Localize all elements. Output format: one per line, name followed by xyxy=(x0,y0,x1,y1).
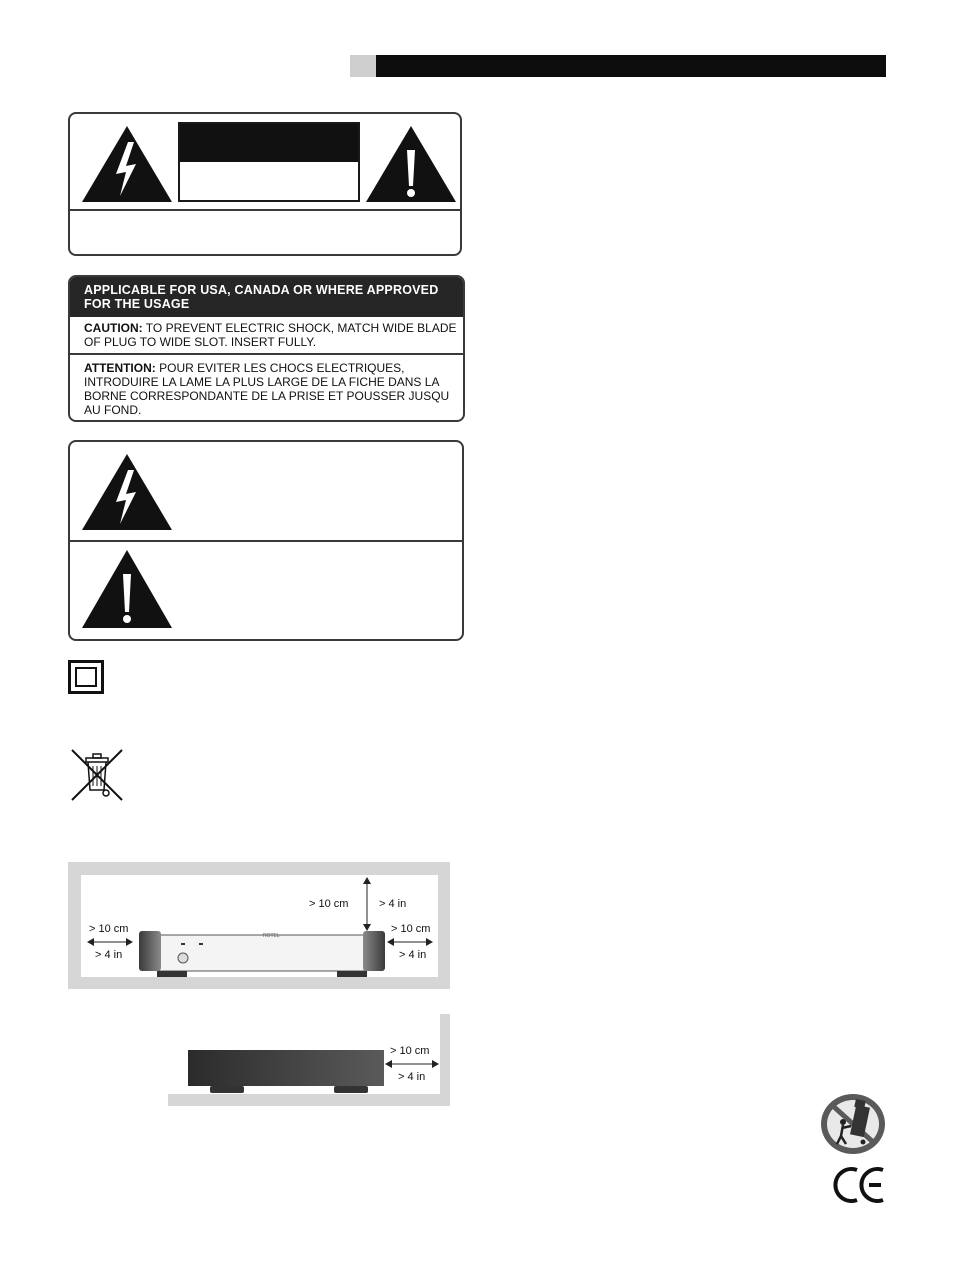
warning-symbols-panel xyxy=(68,440,464,641)
amplifier-front-illustration xyxy=(139,931,385,977)
caution-label-panel xyxy=(68,112,462,256)
warning-divider xyxy=(70,540,462,542)
top-clearance-in: > 4 in xyxy=(379,898,407,910)
caution-divider xyxy=(70,209,460,211)
right-clearance-arrow xyxy=(387,937,433,947)
shelf-floor xyxy=(168,1094,450,1106)
crossed-bin-icon xyxy=(68,746,126,804)
attention-text: POUR EVITER LES CHOCS ELECTRIQUES, INTRODUIRE LA LAME LA PLUS LARGE DE LA FICHE DANS LA BORNE CORRESPONDANTE DE LA PRISE ET POUSSER JUSQU AU FOND. xyxy=(84,361,450,417)
rear-clearance-cm: > 10 cm xyxy=(390,1045,430,1057)
double-square-icon xyxy=(68,660,104,694)
caution-text: TO PREVENT ELECTRIC SHOCK, MATCH WIDE BLADE OF PLUG TO WIDE SLOT. INSERT FULLY. xyxy=(84,321,457,349)
ce-mark-icon xyxy=(833,1166,887,1204)
brand-mark: ROTEL xyxy=(263,933,280,939)
attention-label: ATTENTION: xyxy=(84,361,156,375)
caution-risk-label xyxy=(178,122,360,202)
plug-warning-panel xyxy=(68,275,465,422)
rear-clearance-in: > 4 in xyxy=(398,1071,426,1083)
ventilation-front-area xyxy=(81,875,438,977)
ventilation-front-diagram xyxy=(68,862,450,989)
header-bar xyxy=(376,55,886,77)
lightning-triangle-icon xyxy=(80,124,174,204)
right-clearance-cm: > 10 cm xyxy=(391,923,431,935)
lightning-triangle-icon xyxy=(80,452,174,532)
applicable-heading: APPLICABLE FOR USA, CANADA OR WHERE APPROVED FOR THE USAGE xyxy=(70,277,463,317)
right-clearance-in: > 4 in xyxy=(399,949,427,961)
left-clearance-cm: > 10 cm xyxy=(89,923,129,935)
attention-section xyxy=(70,355,463,417)
caution-label: CAUTION: xyxy=(84,321,143,335)
exclamation-triangle-icon xyxy=(80,548,174,630)
rear-clearance-arrow xyxy=(385,1059,439,1069)
vertical-clearance-arrow xyxy=(362,877,372,931)
top-clearance-cm: > 10 cm xyxy=(309,898,349,910)
left-clearance-in: > 4 in xyxy=(95,949,123,961)
rear-wall xyxy=(440,1014,450,1106)
ventilation-rear-diagram xyxy=(168,1014,450,1106)
header-accent-block xyxy=(350,55,376,77)
cart-tipover-icon xyxy=(819,1092,887,1156)
exclamation-triangle-icon xyxy=(364,124,458,204)
left-clearance-arrow xyxy=(87,937,133,947)
amplifier-side-illustration xyxy=(188,1050,384,1094)
caution-section xyxy=(70,317,463,355)
